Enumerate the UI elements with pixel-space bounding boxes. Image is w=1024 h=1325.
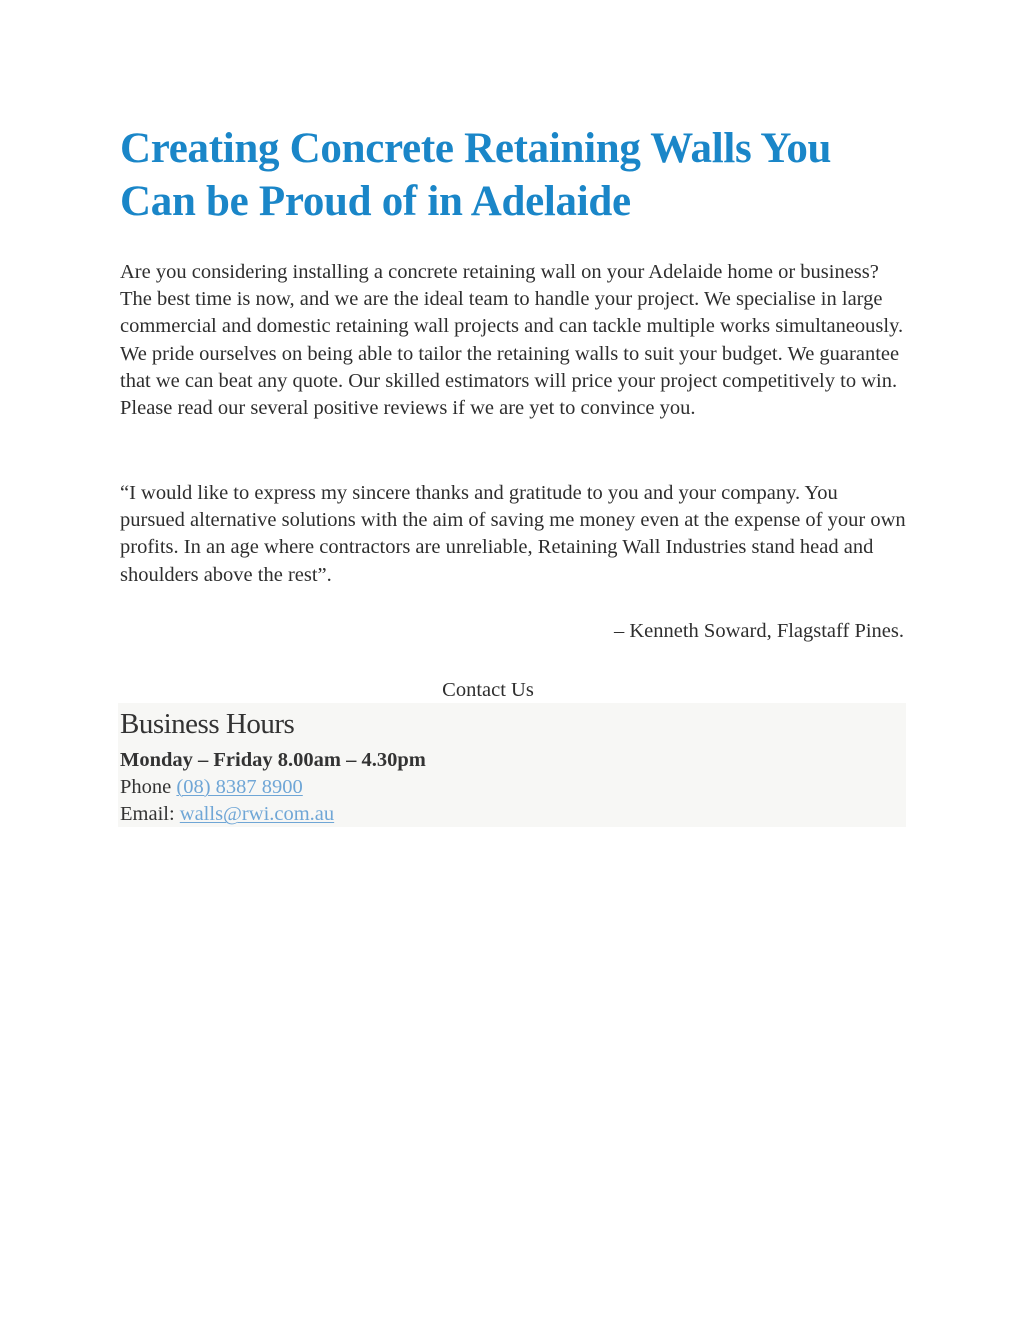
phone-link[interactable]: (08) 8387 8900 <box>176 776 303 798</box>
phone-label: Phone <box>120 776 177 798</box>
testimonial-attribution: – Kenneth Soward, Flagstaff Pines. <box>613 620 904 642</box>
testimonial-quote: “I would like to express my sincere thanks and gratitude to you and your company. You pursued alternative solutions with the aim of saving me money even at the expense of your own profits. In an age where contractors are unreliable, Retaining Wall Industries stand head and shoulders above the rest”. <box>120 482 906 586</box>
intro-paragraph: Are you considering installing a concrete retaining wall on your Adelaide home or business? The best time is now, and we are the ideal team to handle your project. We specialise in large commercial and domestic retaining wall projects and can tackle multiple works simultaneously. We pride ourselves on being able to tailor the retaining walls to suit your budget. We guarantee that we can beat any quote. Our skilled estimators will price your project competitively to win. Please read our several positive reviews if we are yet to convince you. <box>120 261 904 420</box>
email-label: Email: <box>120 803 180 825</box>
email-line <box>120 801 334 828</box>
business-hours-text: Monday – Friday 8.00am – 4.30pm <box>120 749 426 771</box>
email-link[interactable]: walls@rwi.com.au <box>179 803 335 825</box>
page-title: Creating Concrete Retaining Walls You Can be Proud of in Adelaide <box>120 125 832 225</box>
phone-line <box>120 774 303 801</box>
business-hours-box <box>118 703 906 827</box>
contact-us-heading: Contact Us <box>442 679 534 701</box>
business-hours-title: Business Hours <box>120 708 295 740</box>
